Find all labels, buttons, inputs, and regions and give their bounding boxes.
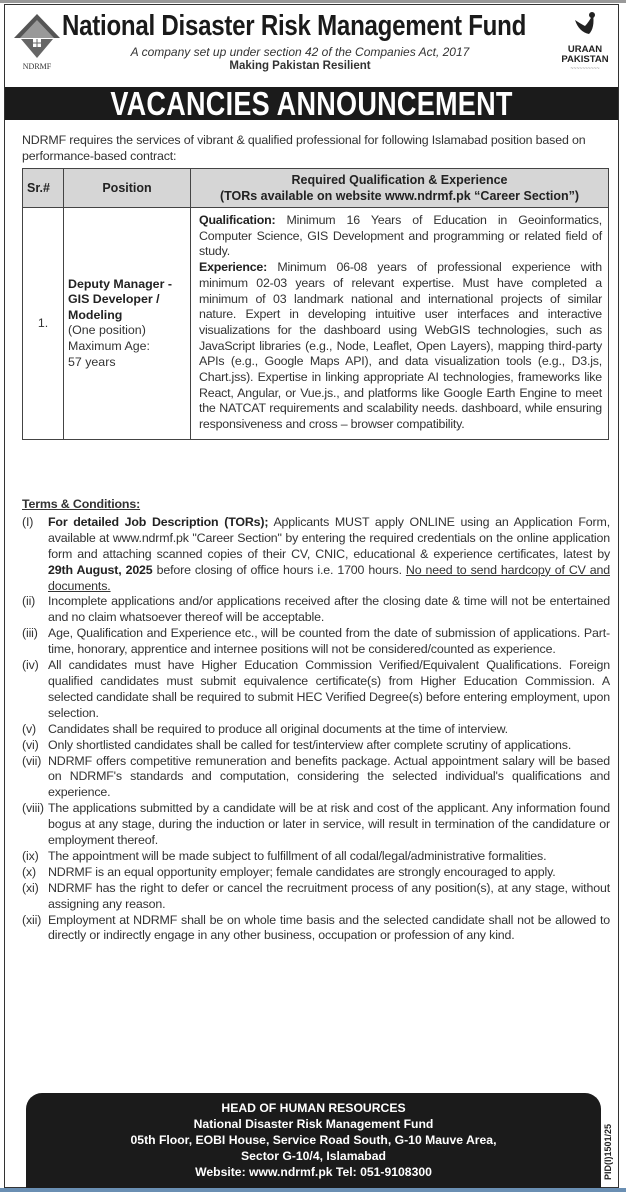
pakistan-text: PAKISTAN	[561, 54, 609, 65]
ndrmf-logo-text: NDRMF	[22, 62, 52, 71]
term-item	[22, 515, 610, 595]
application-deadline: 29th August, 2025	[48, 562, 153, 577]
row-position	[64, 208, 191, 440]
term-item	[22, 913, 610, 945]
term-item	[22, 881, 610, 913]
term-number: (v)	[22, 721, 36, 736]
org-title: National Disaster Risk Management Fund	[62, 10, 527, 42]
bird-icon	[571, 10, 599, 40]
term-item	[22, 849, 610, 865]
position-title: Deputy Manager - GIS Developer / Modeling	[68, 276, 172, 322]
term-text-a: Applicants MUST apply ONLINE using an Application Form, available at www.ndrmf.pk "Career Section" by entering the required credentials on the online application form and attaching scanned copies of their CV, CNIC, educational & experience certificates, latest by	[48, 514, 610, 561]
term-number: (vii)	[22, 753, 42, 768]
term-item	[22, 801, 610, 849]
term-text: All candidates must have Higher Education Commission Verified/Equivalent Qualifications. Foreign qualified candidates must submit equivalence certificate(s) from Higher Education Commission. A selected candidate shall be required to submit HEC Verified Degree(s) before entering employment, upon selection.	[48, 658, 610, 720]
term-text: NDRMF is an equal opportunity employer; female candidates are strongly encouraged to apply.	[48, 864, 556, 879]
max-age-label: Maximum Age:	[68, 339, 150, 354]
header-requirements-title: Required Qualification & Experience	[291, 173, 508, 187]
term-text: Employment at NDRMF shall be on whole time basis and the selected candidate shall not be allowed to directly or indirectly engage in any other business, occupation or profession of any kind.	[48, 912, 610, 943]
intro-text: NDRMF requires the services of vibrant & qualified professional for following Islamabad position based on performance-based contract:	[22, 133, 586, 163]
term-text: Only shortlisted candidates shall be called for test/interview after complete scrutiny of applications.	[48, 737, 572, 752]
footer-line2: National Disaster Risk Management Fund	[193, 1117, 434, 1131]
term-number: (ix)	[22, 848, 39, 863]
terms-heading: Terms & Conditions:	[22, 497, 141, 511]
term-text: NDRMF offers competitive remuneration and benefits package. Actual appointment salary will be based on NDRMF's standards and computation, considering the selected individual's qualifications and experience.	[48, 753, 610, 800]
qualification-label: Qualification:	[199, 213, 276, 227]
table-header-row	[23, 169, 609, 208]
ndrmf-logo	[12, 12, 62, 72]
terms-list	[22, 594, 610, 944]
term-text: The appointment will be made subject to fulfillment of all codal/legal/administrative formalities.	[48, 848, 547, 863]
contact-footer	[26, 1093, 601, 1188]
uraan-pakistan-logo	[552, 10, 618, 72]
top-edge	[0, 0, 626, 3]
table-row	[23, 208, 609, 440]
term-item	[22, 722, 610, 738]
term-item	[22, 754, 610, 802]
term-text: NDRMF has the right to defer or cancel the recruitment process of any position(s), at any stage, without assigning any reason.	[48, 880, 610, 911]
term-item	[22, 626, 610, 658]
banner-text: VACANCIES ANNOUNCEMENT	[110, 85, 513, 122]
pid-number: PID(I)1501/25	[603, 1123, 613, 1180]
uraan-text: URAAN	[567, 44, 603, 55]
row-requirements	[191, 208, 609, 440]
term-number: (ii)	[22, 594, 36, 609]
term-number: (vi)	[22, 737, 39, 752]
footer-sector: Sector G-10/4, Islamabad	[241, 1149, 386, 1163]
urdu-tagline: ~~~~~~~~~~	[570, 66, 600, 72]
footer-address: 05th Floor, EOBI House, Service Road South, G-10 Mauve Area,	[130, 1133, 497, 1147]
qualification-text: Minimum 16 Years of Education in Geoinformatics, Computer Science, GIS Development and programming or related field of study.	[199, 213, 602, 259]
term-text: Age, Qualification and Experience etc., will be counted from the date of submission of applications. Part-time, honorary, apprentice and internee positions will not be considered/counted as experience.	[48, 626, 610, 657]
term-number: (xii)	[22, 912, 42, 927]
term-text-b: before closing of office hours i.e. 1700 hours.	[152, 562, 406, 577]
footer-line1: HEAD OF HUMAN RESOURCES	[221, 1101, 406, 1115]
announcement-banner	[5, 87, 618, 120]
term-item	[22, 865, 610, 881]
term-number: (iv)	[22, 658, 39, 673]
bottom-edge	[0, 1188, 626, 1192]
term-text: Candidates shall be required to produce all original documents at the time of interview.	[48, 721, 508, 736]
qualification	[199, 213, 602, 260]
term-text: The applications submitted by a candidate will be at risk and cost of the applicant. Any information found bogus at any stage, during the induction or later in service, will result in termination of the candidature or employment thereof.	[48, 801, 610, 848]
term-number: (x)	[22, 864, 36, 879]
term-item	[22, 594, 610, 626]
term-bold-lead: For detailed Job Description (TORs);	[48, 514, 269, 529]
header-position: Position	[64, 169, 191, 208]
term-item	[22, 738, 610, 754]
header-requirements-link: (TORs available on website www.ndrmf.pk “Career Section”)	[219, 189, 580, 203]
experience-text: Minimum 06-08 years of professional experience with minimum 02-03 years of relevant expertise. Must have completed a minimum of 03 landmark national and international projects of similar nature. Expert in developing intuitive user interfaces and interactive visualizations for the dashboard using WebGIS technologies, such as JavaScript libraries (e.g., Node, Leaflet, Open Layers), mapping third-party APIs (e.g., Google Maps API), and data visualization tools (e.g., D3.js, Chart.jss). Expertise in linking appropriate AI technologies, frameworks like React, Angular, or Vue.js., and platforms like Google Earth Engine to meet the NATCAT requirements and scalability needs. dashboard, while ensuring responsiveness and cross – browser compatibility.	[199, 260, 602, 432]
experience	[199, 260, 602, 433]
org-tagline: Making Pakistan Resilient	[229, 60, 371, 72]
term-number: (xi)	[22, 880, 39, 895]
vacancy-table	[22, 168, 609, 440]
terms-and-conditions	[22, 497, 610, 944]
max-age: 57 years	[68, 354, 116, 369]
term-item	[22, 658, 610, 722]
experience-label: Experience:	[199, 260, 268, 275]
footer-contact: Website: www.ndrmf.pk Tel: 051-9108300	[195, 1165, 432, 1179]
header-requirements	[191, 169, 609, 208]
row-sr: 1.	[23, 208, 64, 440]
term-text	[48, 515, 610, 595]
term-underlined-note: No need to send hardcopy of CV and documents.	[48, 562, 610, 593]
term-number: (iii)	[22, 626, 38, 641]
term-text: Incomplete applications and/or applications received after the closing date & time will not be entertained and no claim whatsoever thereof will be acceptable.	[48, 594, 610, 625]
org-subtitle: A company set up under section 42 of the Companies Act, 2017	[130, 45, 470, 59]
term-number: (I)	[22, 514, 34, 529]
term-number: (viii)	[22, 801, 44, 816]
header-sr: Sr.#	[23, 169, 64, 208]
positions-count: (One position)	[68, 323, 146, 338]
ndrmf-house-icon	[12, 12, 62, 60]
